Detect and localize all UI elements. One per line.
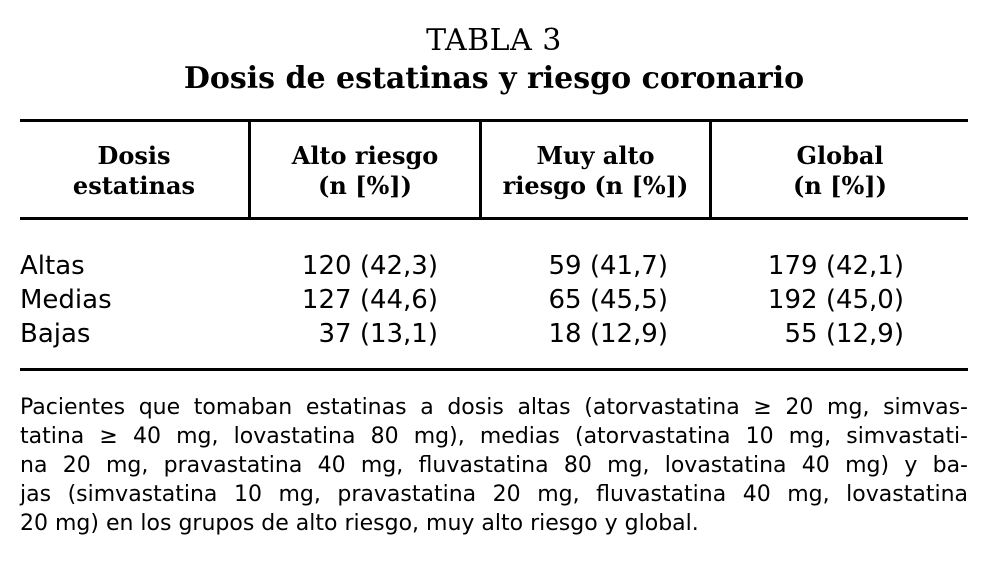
bottom-rule: [20, 368, 968, 371]
table-label: TABLA 3: [426, 23, 562, 58]
header-text: Alto riesgo: [291, 141, 439, 170]
cell-muy-alto-riesgo: 65 (45,5): [548, 285, 668, 315]
cell-alto-riesgo: 120 (42,3): [301, 251, 438, 281]
header-muy-alto-riesgo: [482, 141, 709, 201]
cell-alto-riesgo: 37 (13,1): [318, 319, 438, 349]
header-text: Dosis: [97, 141, 171, 170]
cell-global: 55 (12,9): [784, 319, 904, 349]
header-text: riesgo (n [%]): [502, 171, 689, 200]
table-row: [0, 317, 988, 351]
row-label: Altas: [20, 251, 85, 281]
footnote-line: jas (simvastatina 10 mg, pravastatina 20 mg, fluvastatina 40 mg, lovastatina: [20, 482, 968, 507]
cell-alto-riesgo: 127 (44,6): [301, 285, 438, 315]
table-footnote: [20, 393, 968, 538]
footnote-line: tatina ≥ 40 mg, lovastatina 80 mg), medias (atorvastatina 10 mg, simvastati-: [20, 424, 968, 449]
cell-muy-alto-riesgo: 59 (41,7): [548, 251, 668, 281]
header-rule: [20, 217, 968, 220]
cell-global: 179 (42,1): [767, 251, 904, 281]
header-dosis: [20, 141, 248, 201]
header-text: estatinas: [72, 171, 196, 200]
top-rule: [20, 119, 968, 122]
header-text: (n [%]): [317, 171, 413, 200]
row-label: Bajas: [20, 319, 91, 349]
footnote-line: 20 mg) en los grupos de alto riesgo, muy alto riesgo y global.: [20, 511, 699, 536]
header-text: (n [%]): [792, 171, 888, 200]
header-text: Muy alto: [536, 141, 655, 170]
cell-muy-alto-riesgo: 18 (12,9): [548, 319, 668, 349]
footnote-line: Pacientes que tomaban estatinas a dosis altas (atorvastatina ≥ 20 mg, simvas-: [20, 395, 968, 420]
row-label: Medias: [20, 285, 112, 315]
table-title: Dosis de estatinas y riesgo coronario: [183, 61, 805, 96]
header-global: [712, 141, 968, 201]
table-row: [0, 283, 988, 317]
header-alto-riesgo: [251, 141, 479, 201]
header-text: Global: [796, 141, 884, 170]
footnote-line: na 20 mg, pravastatina 40 mg, fluvastatina 80 mg, lovastatina 40 mg) y ba-: [20, 453, 968, 478]
table-row: [0, 249, 988, 283]
cell-global: 192 (45,0): [767, 285, 904, 315]
